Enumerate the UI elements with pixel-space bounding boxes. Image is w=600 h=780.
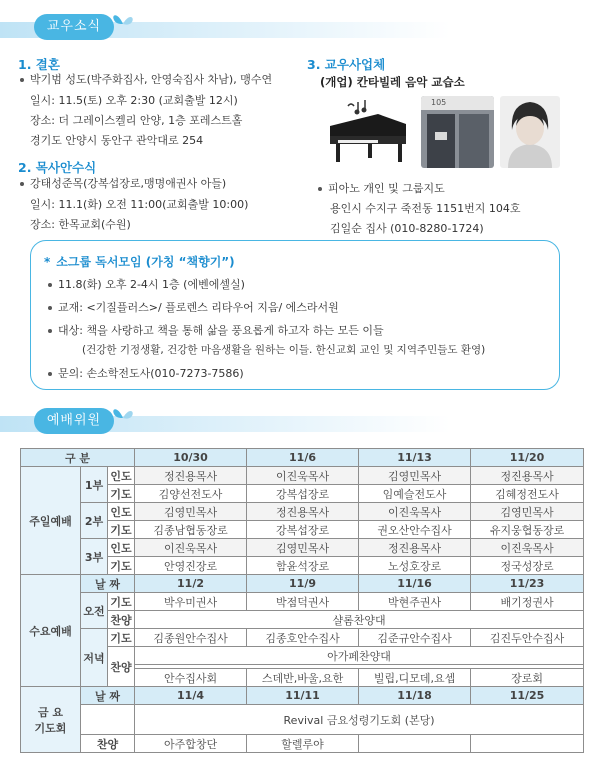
table-cell: 정국성장로 xyxy=(471,557,584,575)
table-cell: 배기정권사 xyxy=(471,593,584,611)
table-cell: 김영민목사 xyxy=(359,467,471,485)
table-cell: 이진욱목사 xyxy=(471,539,584,557)
bullet xyxy=(318,187,322,191)
bullet xyxy=(48,283,52,287)
reading-title: * 소그룹 독서모임 (가칭 “책향기”) xyxy=(44,255,235,269)
news-line: 경기도 안양시 동안구 관악대로 254 xyxy=(30,134,204,147)
table-cell: 이진욱목사 xyxy=(135,539,247,557)
table-cell: 샬롬찬양대 xyxy=(135,611,584,629)
table-cell: 노성호장로 xyxy=(359,557,471,575)
table-cell: 강복섭장로 xyxy=(247,485,359,503)
table-cell: 김양선전도사 xyxy=(135,485,247,503)
table-cell: 정진용목사 xyxy=(135,467,247,485)
table-cell: 이진욱목사 xyxy=(359,503,471,521)
empty-cell xyxy=(81,705,135,735)
table-cell: 안수집사회 xyxy=(135,669,247,687)
table-cell: 정진용목사 xyxy=(471,467,584,485)
table-cell: 박우미권사 xyxy=(135,593,247,611)
section-title-worship: 예배위원 xyxy=(34,408,114,434)
date-label: 날 짜 xyxy=(81,687,135,705)
date-cell: 11/13 xyxy=(359,449,471,467)
table-cell: 아주합창단 xyxy=(135,735,247,753)
table-cell: 김영민목사 xyxy=(135,503,247,521)
date-cell: 11/18 xyxy=(359,687,471,705)
worship-table xyxy=(20,448,584,753)
date-cell: 11/25 xyxy=(471,687,584,705)
table-row xyxy=(21,705,584,735)
table-cell: 박점덕권사 xyxy=(247,593,359,611)
date-cell: 11/20 xyxy=(471,449,584,467)
table-cell: 아가페찬양대 xyxy=(135,647,584,665)
date-cell: 11/11 xyxy=(247,687,359,705)
role-label: 인도 xyxy=(108,539,135,557)
table-cell: 김준규안수집사 xyxy=(359,629,471,647)
role-label: 찬양 xyxy=(108,647,135,687)
news-title-wedding: 1. 결혼 xyxy=(18,57,60,72)
section-header-worship xyxy=(0,408,600,436)
wednesday-label: 수요예배 xyxy=(21,575,81,687)
table-cell: 김영민목사 xyxy=(471,503,584,521)
date-cell: 11/2 xyxy=(135,575,247,593)
date-label: 날 짜 xyxy=(81,575,135,593)
shop-sign: 105 xyxy=(431,98,447,107)
table-row xyxy=(21,539,584,557)
table-cell: 정진용목사 xyxy=(359,539,471,557)
date-cell: 11/4 xyxy=(135,687,247,705)
table-cell xyxy=(471,735,584,753)
table-cell: 장로회 xyxy=(471,669,584,687)
news-line: 일시: 11.1(화) 오전 11:00(교회출발 10:00) xyxy=(30,198,249,211)
role-label: 찬양 xyxy=(81,735,135,753)
role-label: 기도 xyxy=(108,629,135,647)
table-row xyxy=(21,593,584,611)
evening-label: 저녁 xyxy=(81,629,108,687)
table-cell: Revival 금요성령기도회 (본당) xyxy=(135,705,584,735)
bullet xyxy=(48,372,52,376)
business-line: 피아노 개인 및 그룹지도 xyxy=(318,183,445,194)
news-line: 장소: 더 그레이스켈리 안양, 1층 포레스트홀 xyxy=(30,114,243,127)
date-cell: 11/6 xyxy=(247,449,359,467)
service-label: 3부 xyxy=(81,539,108,575)
sunday-label: 주일예배 xyxy=(21,467,81,575)
table-cell: 박현주권사 xyxy=(359,593,471,611)
date-cell: 11/23 xyxy=(471,575,584,593)
service-label: 1부 xyxy=(81,467,108,503)
business-subtitle: (개업) 칸타빌레 음악 교습소 xyxy=(320,75,465,89)
role-label: 기도 xyxy=(108,485,135,503)
bullet xyxy=(20,78,24,82)
role-label: 찬양 xyxy=(108,611,135,629)
friday-label: 금 요 기도회 xyxy=(21,687,81,753)
bullet xyxy=(20,182,24,186)
table-cell: 할렐루야 xyxy=(247,735,359,753)
date-cell: 11/9 xyxy=(247,575,359,593)
table-cell: 스데반,바울,요한 xyxy=(247,669,359,687)
piano-image xyxy=(318,96,413,168)
news-title-ordination: 2. 목사안수식 xyxy=(18,160,97,175)
table-cell: 김혜정전도사 xyxy=(471,485,584,503)
table-cell: 김종호안수집사 xyxy=(247,629,359,647)
table-row xyxy=(21,735,584,753)
news-line: 강태성준목(강복섭장로,맹명애권사 아들) xyxy=(20,178,226,189)
table-cell: 권오산안수집사 xyxy=(359,521,471,539)
portrait-image xyxy=(500,96,560,168)
role-label: 인도 xyxy=(108,467,135,485)
business-line: 김일순 집사 (010-8280-1724) xyxy=(330,222,484,235)
news-line: 장소: 한목교회(수원) xyxy=(30,218,131,231)
butterfly-icon xyxy=(110,10,136,32)
role-label: 기도 xyxy=(108,557,135,575)
table-cell: 김종원안수집사 xyxy=(135,629,247,647)
header-gubun: 구 분 xyxy=(21,449,135,467)
table-row xyxy=(21,687,584,705)
reading-line: 대상: 책을 사랑하고 책을 통해 삶을 풍요롭게 하고자 하는 모든 이들 xyxy=(48,325,384,336)
section-title-news: 교우소식 xyxy=(34,14,114,40)
bullet xyxy=(48,329,52,333)
table-row xyxy=(21,629,584,647)
reading-line: 11.8(화) 오후 2-4시 1층 (에벤에셀실) xyxy=(48,279,245,290)
table-cell: 정진용목사 xyxy=(247,503,359,521)
news-title-business: 3. 교우사업체 xyxy=(307,57,386,72)
table-cell: 김영민목사 xyxy=(247,539,359,557)
table-cell xyxy=(359,735,471,753)
table-cell: 임예슬전도사 xyxy=(359,485,471,503)
table-cell: 빌립,디모데,요셉 xyxy=(359,669,471,687)
table-row xyxy=(21,503,584,521)
business-line: 용인시 수지구 죽전동 1151번지 104호 xyxy=(330,202,521,215)
service-label: 2부 xyxy=(81,503,108,539)
date-cell: 10/30 xyxy=(135,449,247,467)
reading-line: 교재: <기질플러스>/ 플로렌스 리타우어 지음/ 에스라서원 xyxy=(48,302,339,313)
role-label: 인도 xyxy=(108,503,135,521)
role-label: 기도 xyxy=(108,593,135,611)
bullet xyxy=(48,306,52,310)
reading-line: 문의: 손소학전도사(010-7273-7586) xyxy=(48,368,244,379)
table-cell: 이진욱목사 xyxy=(247,467,359,485)
morning-label: 오전 xyxy=(81,593,108,629)
table-cell: 안영진장로 xyxy=(135,557,247,575)
table-cell: 함윤석장로 xyxy=(247,557,359,575)
table-row xyxy=(21,449,584,467)
table-cell: 김종남협동장로 xyxy=(135,521,247,539)
section-header-news xyxy=(0,14,600,42)
news-line: 박기범 성도(박주화집사, 안영숙집사 차남), 맹수연 xyxy=(20,74,272,85)
table-row xyxy=(21,467,584,485)
butterfly-icon xyxy=(110,404,136,426)
role-label: 기도 xyxy=(108,521,135,539)
table-cell: 김진두안수집사 xyxy=(471,629,584,647)
table-cell: 유지웅협동장로 xyxy=(471,521,584,539)
table-row xyxy=(21,575,584,593)
date-cell: 11/16 xyxy=(359,575,471,593)
studio-image xyxy=(421,96,494,168)
table-cell: 강복섭장로 xyxy=(247,521,359,539)
news-line: 일시: 11.5(토) 오후 2:30 (교회출발 12시) xyxy=(30,94,238,107)
reading-line: (건강한 기정생활, 건강한 마음생활을 원하는 이들. 한신교회 교인 및 지역주민들도 환영) xyxy=(82,344,486,356)
